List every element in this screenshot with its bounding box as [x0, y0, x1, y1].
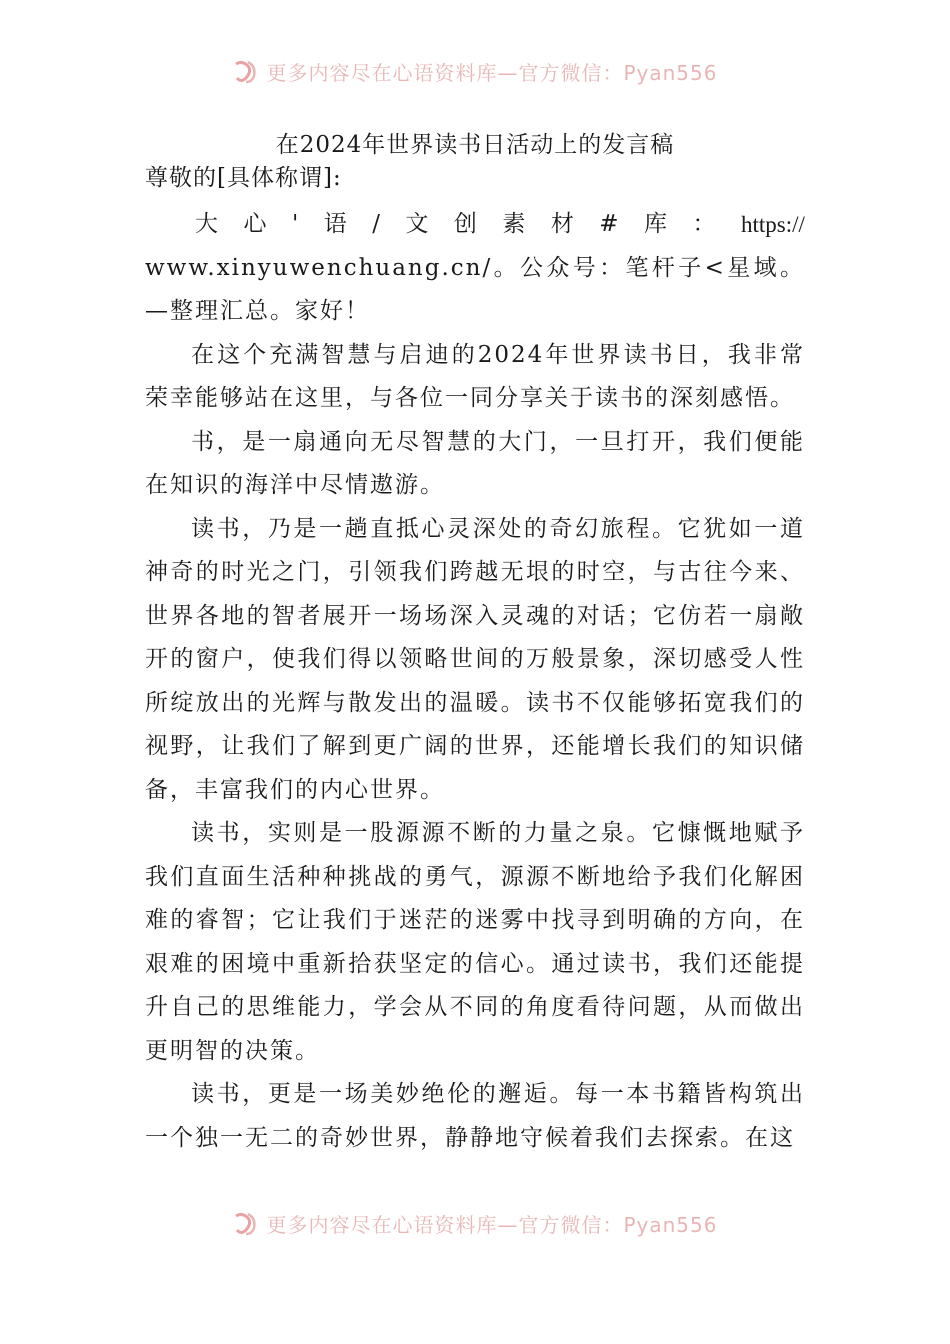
watermark-header — [0, 56, 950, 86]
paragraph: 读书，实则是一股源源不断的力量之泉。它慷慨地赋予我们直面生活种种挑战的勇气，源源不断地给予我们化解困难的睿智；它让我们于迷茫的迷雾中找寻到明确的方向，在艰难的困境中重新拾获坚定的信心。通过读书，我们还能提升自己的思维能力，学会从不同的角度看待问题，从而做出更明智的决策。 — [145, 820, 805, 1064]
paragraph: 读书，乃是一趟直抵心灵深处的奇幻旅程。它犹如一道神奇的时光之门，引领我们跨越无垠的时空，与古往今来、世界各地的智者展开一场场深入灵魂的对话；它仿若一扇敞开的窗户，使我们得以领略世间的万般景象，深切感受人性所绽放出的光辉与散发出的温暖。读书不仅能够拓宽我们的视野，让我们了解到更广阔的世界，还能增长我们的知识储备，丰富我们的内心世界。 — [145, 515, 805, 803]
paragraph: 读书，更是一场美妙绝伦的邂逅。每一本书籍皆构筑出一个独一无二的奇妙世界，静静地守候着我们去探索。在这 — [145, 1081, 805, 1151]
ad-char: 材 — [550, 211, 574, 237]
brand-logo-icon — [232, 1210, 262, 1236]
ad-char: 语 — [323, 211, 347, 237]
ad-char: ： — [692, 211, 716, 237]
ad-char: ' — [291, 211, 299, 237]
ad-char: 文 — [405, 211, 429, 237]
document-body — [145, 127, 805, 1160]
ad-url-start: https:// — [740, 212, 805, 237]
document-title: 在2024年世界读书日活动上的发言稿 — [275, 132, 675, 158]
watermark-text: 更多内容尽在心语资料库—官方微信：Pyan556 — [266, 60, 718, 85]
paragraph: 在这个充满智慧与启迪的2024年世界读书日，我非常荣幸能够站在这里，与各位一同分享关于读书的深刻感悟。 — [145, 341, 805, 411]
ad-char: 大 — [195, 211, 218, 237]
ad-char: 素 — [502, 211, 526, 237]
ad-paragraph: www.xinyuwenchuang.cn/。公众号：笔杆子<星域。—整理汇总。家好！ — [145, 254, 805, 324]
ad-char: 心 — [243, 211, 267, 237]
watermark-footer — [0, 1208, 950, 1238]
brand-logo-icon — [232, 58, 262, 84]
salutation: 尊敬的[具体称谓]: — [145, 165, 342, 191]
ad-char: / — [372, 211, 380, 237]
paragraph: 书，是一扇通向无尽智慧的大门，一旦打开，我们便能在知识的海洋中尽情遨游。 — [145, 428, 805, 498]
ad-char: 库 — [644, 211, 668, 237]
ad-char: 创 — [453, 211, 477, 237]
ad-char: # — [599, 211, 619, 237]
ad-line — [145, 203, 805, 247]
watermark-text: 更多内容尽在心语资料库—官方微信：Pyan556 — [266, 1212, 718, 1237]
